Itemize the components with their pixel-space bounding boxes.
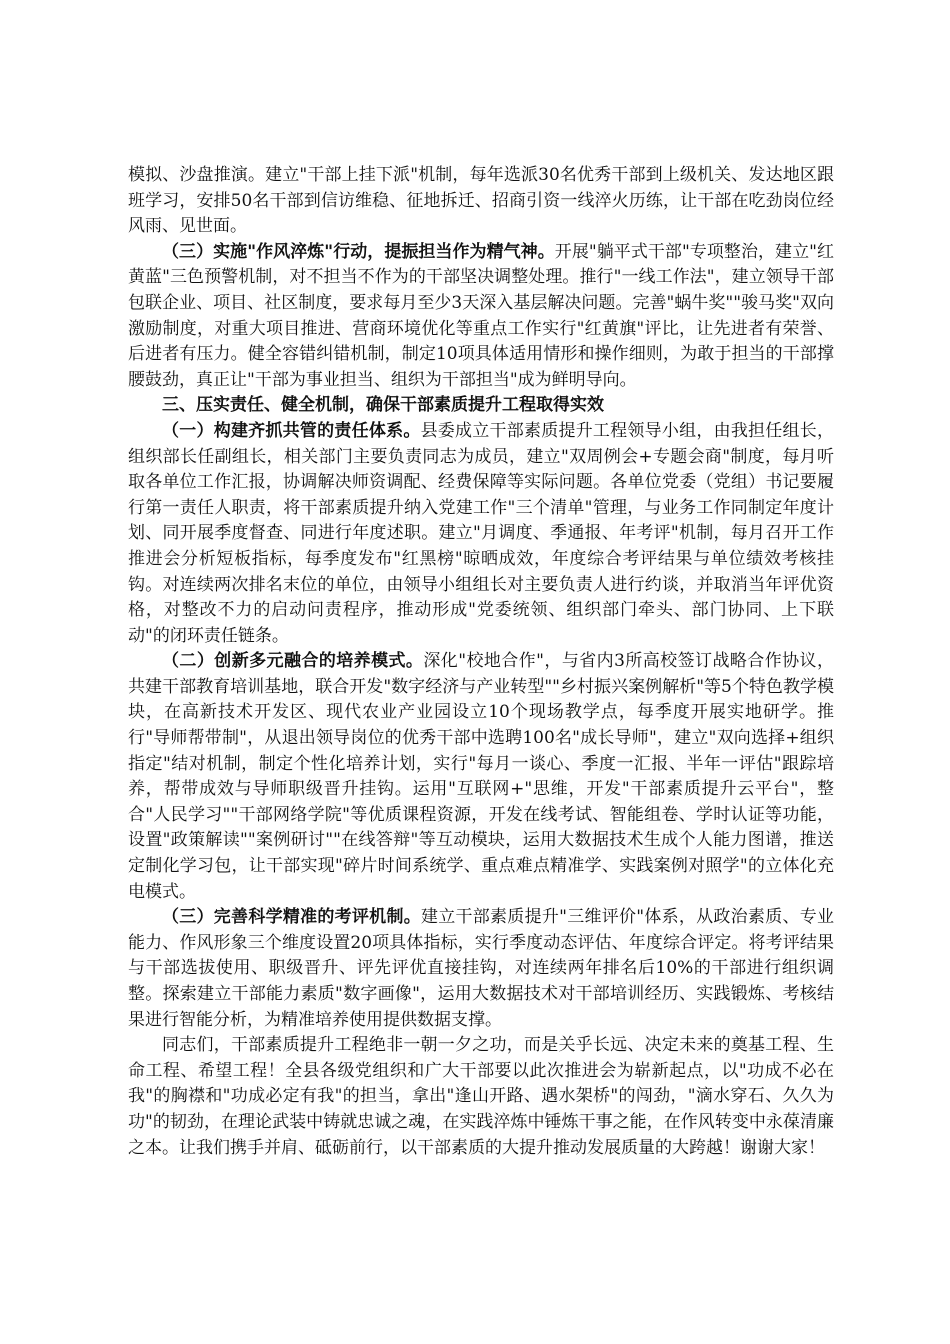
paragraph-heading: （二）创新多元融合的培养模式。 <box>162 651 424 672</box>
section-heading: 三、压实责任、健全机制，确保干部素质提升工程取得实效 <box>162 395 604 416</box>
paragraph-text: 深化"校地合作"，与省内3所高校签订战略合作协议，共建干部教育培训基地，联合开发"数字经济与产业转型""乡村振兴案例解析"等5个特色教学模块，在高新技术开发区、现代农业产业园设立10个现场教学点，每季度开展实地研学。推行"导师帮带制"，从退出领导岗位的优秀干部中选聘100名"成长导师"，建立"双向选择+组织指定"结对机制，制定个性化培养计划，实行"每月一谈心、季度一汇报、半年一评估"跟踪培养，帮带成效与导师职级晋升挂钩。运用"互联网+"思维，开发"干部素质提升云平台"，整合"人民学习""干部网络学院"等优质课程资源，开发在线考试、智能组卷、学时认证等功能，设置"政策解读""案例研讨""在线答辩"等互动模块，运用大数据技术生成个人能力图谱，推送定制化学习包，让干部实现"碎片时间系统学、重点难点精准学、实践案例对照学"的立体化充电模式。 <box>128 651 834 902</box>
paragraph-evaluation-mechanism <box>128 905 834 1033</box>
paragraph-heading: （三）完善科学精准的考评机制。 <box>162 907 421 928</box>
paragraph-heading: （一）构建齐抓共管的责任体系。 <box>162 420 421 441</box>
paragraph-text: 建立干部素质提升"三维评价"体系，从政治素质、专业能力、作风形象三个维度设置20项具体指标，实行季度动态评估、年度综合评定。将考评结果与干部选拔使用、职级晋升、评先评优直接挂钩，对连续两年排名后10%的干部进行组织调整。探索建立干部能力素质"数字画像"，运用大数据技术对干部培训经历、实践锻炼、考核结果进行智能分析，为精准培养使用提供数据支撑。 <box>128 907 834 1030</box>
document-body <box>128 163 834 1161</box>
paragraph-responsibility-system <box>128 419 834 649</box>
paragraph-text: 开展"躺平式干部"专项整治，建立"红黄蓝"三色预警机制，对不担当不作为的干部坚决调整处理。推行"一线工作法"，建立领导干部包联企业、项目、社区制度，要求每月至少3天深入基层解决问题。完善"蜗牛奖""骏马奖"双向激励制度，对重大项目推进、营商环境优化等重点工作实行"红黄旗"评比，让先进者有荣誉、后进者有压力。健全容错纠错机制，制定10项具体适用情形和操作细则，为敢于担当的干部撑腰鼓劲，真正让"干部为事业担当、组织为干部担当"成为鲜明导向。 <box>128 241 834 390</box>
paragraph-text: 县委成立干部素质提升工程领导小组，由我担任组长，组织部长任副组长，相关部门主要负责同志为成员，建立"双周例会+专题会商"制度，每月听取各单位工作汇报，协调解决师资调配、经费保障等实际问题。各单位党委（党组）书记要履行第一责任人职责，将干部素质提升纳入党建工作"三个清单"管理，与业务工作同制定年度计划、同开展季度督查、同进行年度述职。建立"月调度、季通报、年考评"机制，每月召开工作推进会分析短板指标，每季度发布"红黑榜"晾晒成效，年度综合考评结果与单位绩效考核挂钩。对连续两次排名末位的单位，由领导小组组长对主要负责人进行约谈，并取消当年评优资格，对整改不力的启动问责程序，推动形成"党委统领、组织部门牵头、部门协同、上下联动"的闭环责任链条。 <box>128 420 835 646</box>
paragraph-text: 模拟、沙盘推演。建立"干部上挂下派"机制，每年选派30名优秀干部到上级机关、发达地区跟班学习，安排50名干部到信访维稳、征地拆迁、招商引资一线淬火历练，让干部在吃劲岗位经风雨、见世面。 <box>128 165 834 237</box>
section-heading-three <box>128 393 834 419</box>
paragraph-section-3-3 <box>128 240 834 394</box>
paragraph-heading: （三）实施"作风淬炼"行动，提振担当作为精气神。 <box>162 241 555 262</box>
paragraph-text: 同志们，干部素质提升工程绝非一朝一夕之功，而是关乎长远、决定未来的奠基工程、生命工程、希望工程！全县各级党组织和广大干部要以此次推进会为崭新起点，以"功成不必在我"的胸襟和"功成必定有我"的担当，拿出"逢山开路、遇水架桥"的闯劲，"滴水穿石、久久为功"的韧劲，在理论武装中铸就忠诚之魂，在实践淬炼中锤炼干事之能，在作风转变中永葆清廉之本。让我们携手并肩、砥砺前行，以干部素质的大提升推动发展质量的大跨越！谢谢大家！ <box>128 1035 834 1158</box>
paragraph-training-model <box>128 649 834 905</box>
paragraph-continuation <box>128 163 834 240</box>
paragraph-closing-remarks <box>128 1033 834 1161</box>
